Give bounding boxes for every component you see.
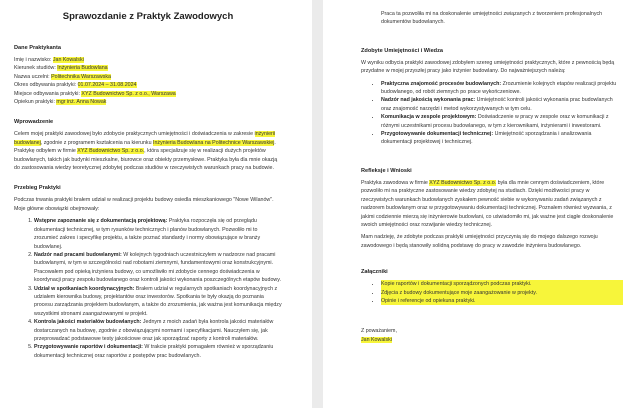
list-item <box>381 80 623 97</box>
item-title: Przygotowywanie dokumentacji technicznej: <box>381 131 494 138</box>
section-heading: Wprowadzenie <box>14 119 54 126</box>
item-title: Wstępne zapoznanie się z dokumentacją projektową: <box>34 218 168 225</box>
document-page-1 <box>0 0 312 408</box>
section-umiejetnosci <box>361 47 623 147</box>
skills-list <box>361 80 623 147</box>
list-item <box>34 343 282 360</box>
text: Celem mojej praktyki zawodowej było zdobycie praktycznych umiejętności i doświadczenia w zakresie <box>14 131 255 138</box>
info-value: XYZ Budownictwo Sp. z o.o., Warszawa <box>81 90 176 97</box>
section-refleksje <box>361 167 623 250</box>
list-item <box>34 318 282 343</box>
info-label: Kierunek studiów: <box>14 65 58 72</box>
section-heading: Przebieg Praktyki <box>14 185 61 192</box>
info-row <box>14 98 282 106</box>
item-text: Praktyka rozpoczęła się od przeglądu dokumentacji technicznej, w tym rysunków technicznych i planów budowlanych. Pozwoliło mi to zrozumieć zakres i specyfikę projektu, a także poznać standardy i normy obowiązujące w branży budowlanej. <box>34 218 261 250</box>
item-text: Doświadczenie w pracy w zespole oraz w komunikacji z różnymi uczestnikami procesu budowlanego, w tym z kierownikami, inżynierami i inwestorami. <box>381 114 609 129</box>
attachments-list <box>361 280 623 305</box>
list-item <box>381 113 623 130</box>
closing: Z poważaniem, <box>361 328 397 335</box>
info-label: Imię i nazwisko: <box>14 57 53 63</box>
list-item <box>381 130 623 147</box>
section-heading: Załączniki <box>361 269 388 276</box>
item-title: Nadzór nad jakością wykonania prac: <box>381 97 476 104</box>
item-text: Jednym z moich zadań była kontrola jakości materiałów dostarczanych na budowę, zgodnie z obowiązującymi normami i specyfikacjami. Nauczyłem się, jak przeprowadzać podstawowe testy jakościowe oraz jak sporządzać raporty z kontroli materiałów. <box>34 319 274 342</box>
list-item <box>381 96 623 113</box>
item-title: Praktyczna znajomość procesów budowlanych: <box>381 80 502 87</box>
list-item <box>34 285 282 319</box>
item-text: Brałem udział w regularnych spotkaniach koordynacyjnych z udziałem kierownika budowy, projektantów oraz inwestorów. Spotkania te były okazją do poznania procesu zarządzania projektem budowlanym, a także do zrozumienia, jak ważna jest komunikacja między wszystkimi stronami zaangażowanymi w projekt. <box>34 285 282 317</box>
info-value: Politechnika Warszawska <box>51 73 111 80</box>
signature-name: Jan Kowalski <box>361 336 392 343</box>
item-text: W kolejnych tygodniach uczestniczyłem w nadzorze nad pracami budowlanymi, w tym w szczególności nad robotami ziemnymi, fundamentowymi oraz konstrukcyjnymi. Pracowałem pod opieką inżyniera budowy, co umożliwiło mi zdobycie cennego doświadczenia w koordynacji pracy zespołu budowlanego oraz kontroli jakości wykonania poszczególnych etapów budowy. <box>34 251 281 284</box>
paragraph <box>14 130 282 172</box>
text: była dla mnie cennym doświadczeniem, które pozwoliło mi na praktyczne zastosowanie wiedzy zdobytej na studiach. Dzięki możliwości pracy w rzeczywistych warunkach budowlanych zyskałem pewność siebie w wykonywaniu zadań związanych z nadzorem budowlanym oraz w przygotowywaniu dokumentacji technicznej. Poznałem również wyzwania, z jakimi codziennie mierzą się inżynierowie budowlani, co uświadomiło mi, jak ważne jest ciągłe doskonalenie swoich umiejętności oraz rozwijanie wiedzy technicznej. <box>361 179 614 228</box>
info-label: Opiekun praktyki: <box>14 99 57 106</box>
text: , zgodnie z programem kształcenia na kierunku <box>40 139 153 146</box>
list-item <box>34 251 282 285</box>
info-row <box>14 90 282 98</box>
info-row <box>14 64 282 72</box>
section-zalaczniki <box>361 268 623 305</box>
item-text: W trakcie praktyki pomagałem również w sporządzaniu dokumentacji technicznej oraz raportów z postępów prac budowlanych. <box>34 344 274 359</box>
info-row <box>14 81 282 89</box>
item-title: Przygotowywanie raportów i dokumentacji: <box>34 344 143 351</box>
text: Praktyka zawodowa w firmie <box>361 179 430 186</box>
highlight: XYZ Budownictwo Sp. z o.o. <box>429 179 497 186</box>
item-title: Nadzór nad pracami budowlanymi: <box>34 251 122 258</box>
section-dane-praktykanta <box>14 44 282 106</box>
paragraph: Mam nadzieję, że zdobyte podczas praktyki umiejętności przyczynią się do mojego dalszego rozwoju zawodowego i będą stanowiły solidną podstawę do pracy w zawodzie inżyniera budowlanego. <box>361 234 598 249</box>
section-przebieg <box>14 184 282 360</box>
item-title: Udział w spotkaniach koordynacyjnych: <box>34 285 135 292</box>
paragraph: Podczas trwania praktyki brałem udział w realizacji projektu budowy osiedla mieszkaniowego "Nowe Wilanów". Moje główne obowiązki obejmowały: <box>14 197 274 212</box>
info-value: mgr inż. Anna Nowak <box>56 99 107 106</box>
attachment-item: • Zdjęcia z budowy dokumentujące moje zaangażowanie w projekty. <box>381 289 623 297</box>
item-text: Zrozumienie kolejnych etapów realizacji projektu budowlanego, od robót ziemnych po prace wykończeniowe. <box>381 80 617 96</box>
section-heading: Zdobyte Umiejętności i Wiedza <box>361 47 444 54</box>
list-item <box>34 217 282 251</box>
info-row <box>14 56 282 64</box>
document-page-2 <box>323 0 640 408</box>
text: . Praktykę odbyłem w firmie <box>14 139 276 155</box>
paragraph: W wyniku odbycia praktyki zawodowej zdobyłem szereg umiejętności praktycznych, które z pewnością będą przydatne w mojej przyszłej pracy jako inżynier budowlany. Do najważniejszych należą: <box>361 59 615 75</box>
document-title: Sprawozdanie z Praktyk Zawodowych <box>62 11 234 22</box>
info-value: 01.07.2024 – 31.08.2024 <box>77 82 137 89</box>
highlight: XYZ Budownictwo Sp. z o.o. <box>77 148 145 155</box>
info-label: Okres odbywania praktyki: <box>14 82 78 89</box>
info-row <box>14 73 282 81</box>
duties-list <box>14 217 282 360</box>
highlight: inżynierii budowlanej <box>14 131 276 146</box>
section-heading: Dane Praktykanta <box>14 45 61 51</box>
info-value: Inżynieria Budowlana <box>57 65 108 72</box>
info-label: Miejsce odbywania praktyki: <box>14 90 82 97</box>
item-text: Umiejętność sporządzania i analizowania dokumentacji projektowej i technicznej. <box>381 131 592 146</box>
paragraph-continued: Praca ta pozwoliła mi na doskonalenie umiejętności związanych z tworzeniem profesjonalnych dokumentów budowlanych. <box>381 11 603 26</box>
text: , która specjalizuje się w realizacji dużych projektów budowlanych, takich jak budynki mieszkalne, biurowce oraz obiekty przemysłowe. Praktyka była dla mnie okazją do zastosowania wiedzy teoretycznej zdobytej podczas studiów w rzeczywistych warunkach pracy na budowie. <box>14 148 278 172</box>
info-label: Nazwa uczelni: <box>14 73 52 80</box>
item-title: Kontrola jakości materiałów budowlanych: <box>34 319 142 326</box>
attachment-item: • Opinie i referencje od opiekuna praktyki. <box>381 297 623 305</box>
info-value: Jan Kowalski <box>52 57 84 63</box>
attachment-item: • Kopie raportów i dokumentacji sporządzonych podczas praktyki. <box>381 280 623 288</box>
highlight: Inżynieria Budowlana na Politechnice Warszawskiej <box>153 139 275 146</box>
item-title: Komunikacja w zespole projektowym: <box>381 114 477 121</box>
signature-block <box>361 327 623 344</box>
item-text: Umiejętność kontroli jakości wykonania prac budowlanych oraz znajomość narzędzi i metod wykorzystywanych w tym celu. <box>381 97 613 112</box>
paragraph <box>361 179 623 229</box>
section-heading: Refleksje i Wnioski <box>361 167 412 174</box>
section-wprowadzenie <box>14 118 282 172</box>
